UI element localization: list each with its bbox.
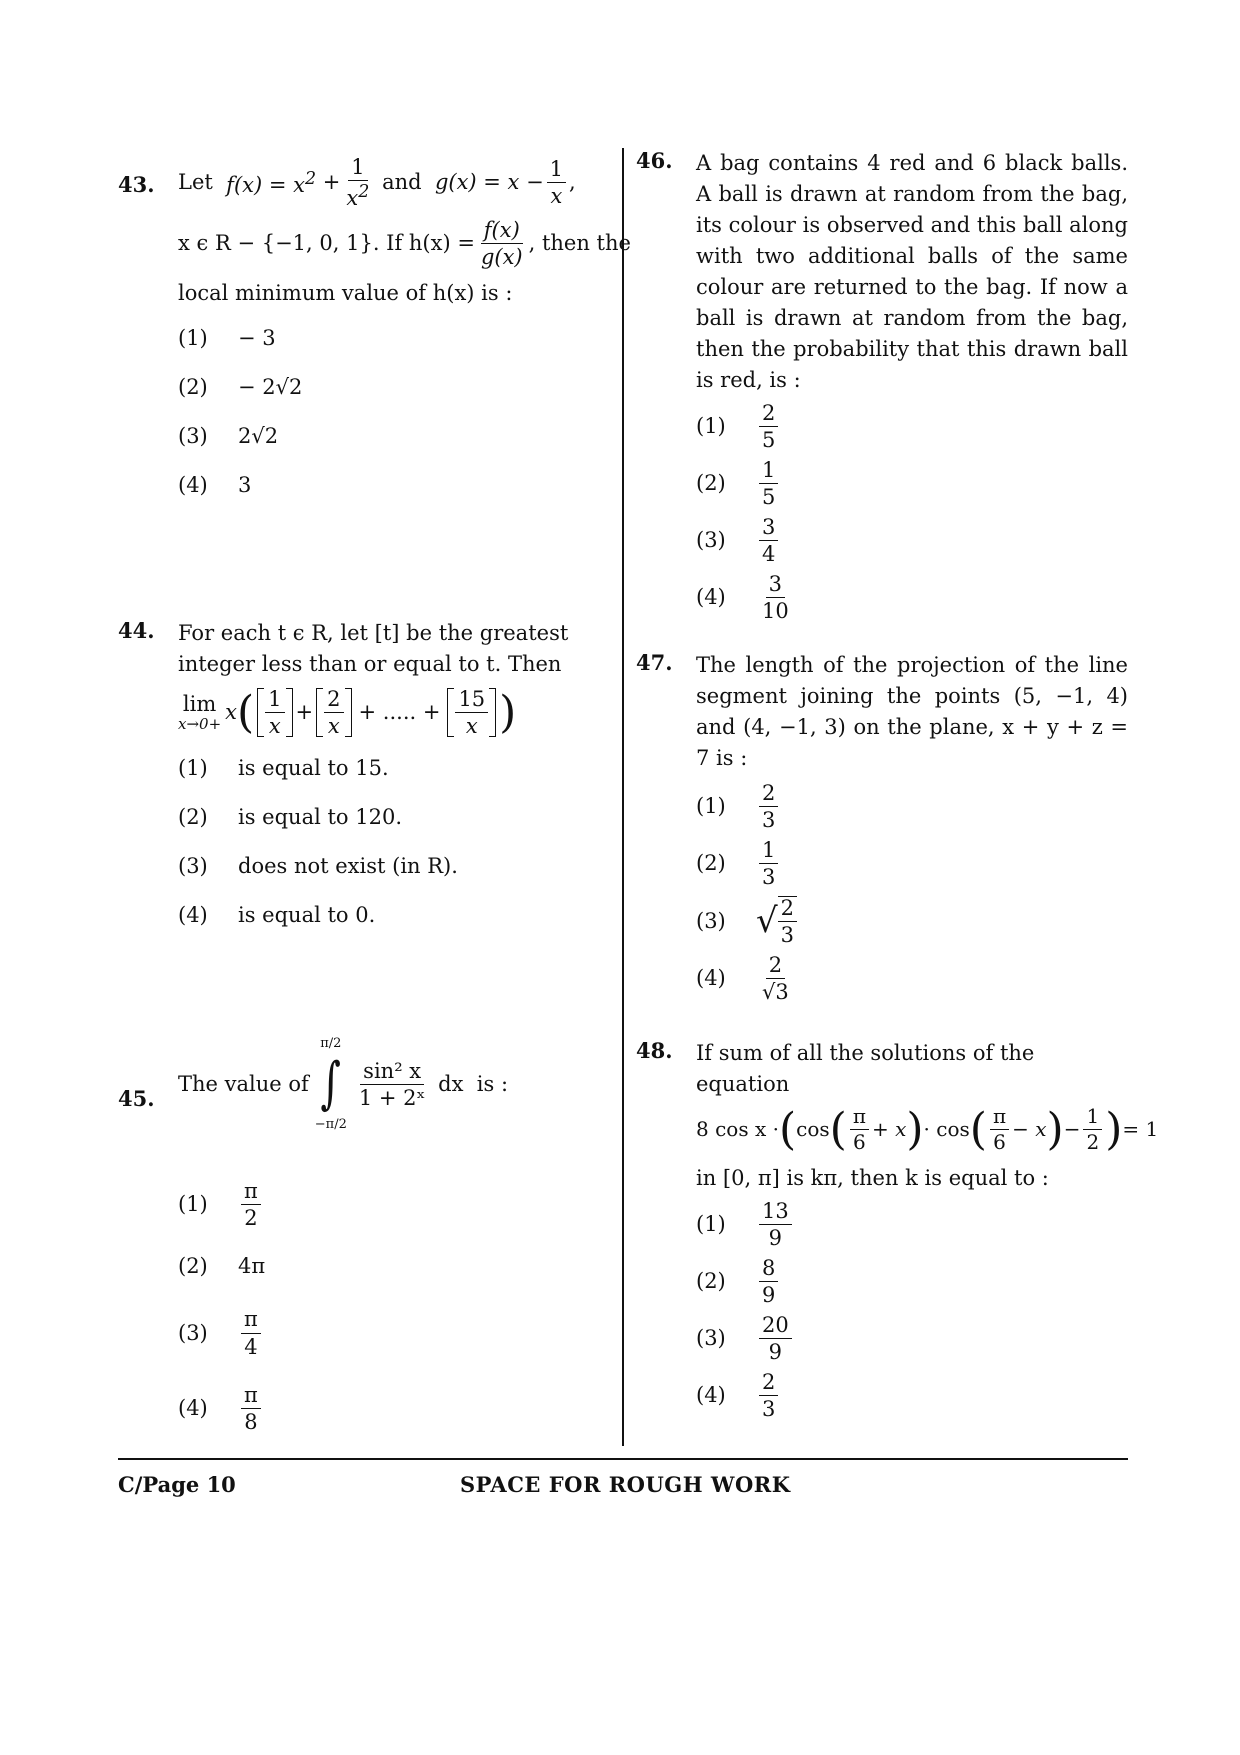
q45-text: The value of [178, 1071, 309, 1096]
minus-sign: − [1063, 1117, 1081, 1141]
close-paren: ) [906, 1103, 924, 1155]
g-definition: g(x) = x − [434, 170, 544, 195]
option-number: (1) [696, 414, 726, 439]
option-number: (4) [696, 1383, 726, 1408]
question-number: 45. [118, 1086, 155, 1111]
option-value: $\frac{2}{√3}$ [762, 953, 789, 1005]
definite-integral [315, 1028, 347, 1140]
q46-text: A bag contains 4 red and 6 black balls. A ball is drawn at random from the bag, its colour is observed and this ball along with two additional balls of the same colour are returned to the bag. If now a ball is drawn at random from the bag, then the probability that this drawn ball is red, is : [696, 151, 1128, 392]
option-number: (2) [696, 471, 726, 496]
integral-icon: ∫ [320, 1051, 342, 1116]
dx: dx [438, 1071, 464, 1096]
option[interactable] [178, 851, 618, 882]
then-text: , then the [528, 231, 631, 256]
option-value: $\frac{2}{3}$ [759, 1371, 778, 1420]
option[interactable] [178, 1180, 618, 1229]
q43-line-2 [178, 218, 631, 270]
pi-over-6: $\frac{\pi}{6}$ [850, 1106, 869, 1153]
question-number: 48. [636, 1038, 673, 1063]
option[interactable] [696, 782, 1128, 831]
option[interactable] [178, 421, 618, 452]
option[interactable] [696, 1200, 1128, 1249]
q47-text: The length of the projection of the line segment joining the points (5, −1, 4) and (4, −1, 3) on the plane, x + y + z = 7 is : [696, 653, 1128, 770]
option[interactable] [696, 459, 1128, 508]
q48-equation [696, 1103, 1159, 1155]
option[interactable] [178, 1251, 618, 1282]
option[interactable] [696, 1257, 1128, 1306]
q45-expression [178, 1028, 618, 1140]
option[interactable] [178, 470, 618, 501]
comma: , [569, 170, 576, 195]
option-value: $\frac{20}{9}$ [759, 1314, 792, 1363]
option-number: (4) [696, 966, 726, 991]
open-paren: ( [778, 1103, 797, 1155]
option-value: is equal to 0. [238, 903, 376, 928]
question-number: 43. [118, 172, 155, 197]
question-48 [636, 1038, 1159, 1438]
option[interactable] [696, 1314, 1128, 1363]
option[interactable] [696, 954, 1128, 1003]
question-44 [118, 618, 618, 949]
floor-15-over-x: $\frac{15}{x}$ [447, 688, 496, 737]
option[interactable] [696, 1371, 1128, 1420]
q48-text-1: If sum of all the solutions of the equation [696, 1041, 1035, 1096]
option-value: is equal to 120. [238, 805, 402, 830]
close-paren: ) [1105, 1103, 1123, 1155]
cos-text: cos [796, 1117, 830, 1141]
open-paren: ( [969, 1103, 987, 1155]
option-number: (4) [178, 1395, 208, 1420]
option-value: 2√2 [238, 424, 279, 449]
option-number: (4) [178, 903, 208, 928]
question-number: 44. [118, 618, 155, 643]
option[interactable] [178, 1384, 618, 1433]
option-value: $\frac{1}{5}$ [759, 459, 778, 508]
question-46 [636, 148, 1128, 630]
option-value: − 2√2 [238, 375, 303, 400]
option[interactable] [696, 402, 1128, 451]
option-value: $\frac{3}{4}$ [759, 516, 778, 565]
option-number: (1) [178, 1192, 208, 1217]
question-45 [118, 1028, 618, 1451]
is-text: is : [476, 1071, 509, 1096]
dot-cos: · cos [923, 1117, 970, 1141]
option-value: $\frac{3}{10}$ [762, 572, 789, 624]
option[interactable] [696, 516, 1128, 565]
option-number: (3) [696, 908, 726, 933]
option[interactable] [178, 753, 618, 784]
option-value: 4π [238, 1254, 266, 1279]
integrand: $\frac{\text{sin² x}}{\text{1 + 2ˣ}}$ [358, 1058, 426, 1110]
pi-over-6: $\frac{\pi}{6}$ [990, 1106, 1009, 1153]
word-let: Let [178, 170, 213, 195]
x-var: x [225, 700, 237, 725]
q43-line-1 [178, 156, 618, 209]
q44-text: For each t ϵ R, let [t] be the greatest integer less than or equal to t. Then [178, 621, 569, 676]
option-number: (2) [178, 805, 208, 830]
option-value: $\frac{\pi}{4}$ [241, 1308, 261, 1357]
option-value: $\frac{2}{5}$ [759, 402, 778, 451]
option[interactable] [696, 839, 1128, 888]
one-half: $\frac{1}{2}$ [1083, 1106, 1102, 1153]
sqrt-icon: √ [756, 900, 778, 941]
option[interactable] [696, 896, 1128, 946]
option-number: (2) [696, 851, 726, 876]
q48-options [696, 1200, 1128, 1420]
eq-prefix: 8 cos x · [696, 1117, 779, 1141]
option-value: $\frac{\pi}{8}$ [241, 1384, 261, 1433]
q47-options [696, 782, 1128, 1003]
option[interactable] [178, 802, 618, 833]
option-number: (4) [178, 473, 208, 498]
option-value: − 3 [238, 326, 276, 351]
column-divider [622, 148, 624, 1446]
option-number: (3) [696, 1326, 726, 1351]
option-value: is equal to 15. [238, 756, 389, 781]
one-over-x-squared: $\frac{1}{x^2}$ [346, 155, 370, 211]
option-value: $\frac{13}{9}$ [759, 1200, 792, 1249]
limit-operator: lim x→0+ [178, 691, 222, 733]
minus-x: − x [1012, 1117, 1047, 1141]
option-number: (3) [696, 528, 726, 553]
domain-text: x ϵ R − {−1, 0, 1}. If h(x) = [178, 231, 475, 256]
option-value: does not exist (in R). [238, 854, 458, 879]
word-and: and [382, 170, 422, 195]
equals-one: = 1 [1122, 1117, 1159, 1141]
f-over-g: $\frac{f(x)}{g(x)}$ [480, 218, 523, 270]
option[interactable] [178, 1308, 618, 1357]
q43-line-3: local minimum value of h(x) is : [178, 281, 513, 306]
question-number: 46. [636, 148, 673, 173]
q43-options [178, 323, 618, 501]
question-number: 47. [636, 650, 673, 675]
q48-text-2: in [0, π] is kπ, then k is equal to : [696, 1166, 1049, 1190]
option[interactable] [178, 323, 618, 354]
q44-limit-expression [178, 688, 618, 737]
option-number: (3) [178, 854, 208, 879]
option-number: (3) [178, 1320, 208, 1345]
option-value: $\frac{2}{3}$ [759, 782, 778, 831]
rough-work-label: SPACE FOR ROUGH WORK [460, 1472, 791, 1497]
option-value: 3 [238, 473, 252, 498]
option-value: $\frac{8}{9}$ [759, 1257, 778, 1306]
question-47 [636, 650, 1128, 1021]
footer-rule [118, 1458, 1128, 1460]
close-paren: ) [499, 686, 517, 738]
q44-options [178, 753, 618, 931]
ellipsis: + ..... + [358, 700, 441, 725]
close-paren: ) [1046, 1103, 1064, 1155]
question-43 [118, 155, 631, 519]
option-number: (4) [696, 585, 726, 610]
open-paren: ( [236, 686, 255, 738]
q45-options [178, 1180, 618, 1432]
lower-limit: −π/2 [314, 1117, 347, 1133]
page-number: C/Page 10 [118, 1472, 236, 1497]
plus-sign: + [295, 700, 314, 725]
open-paren: ( [829, 1103, 847, 1155]
plus-x: + x [871, 1117, 907, 1141]
f-definition: $f(x) = x^2$ [226, 169, 317, 198]
option-value: $\frac{\pi}{2}$ [241, 1180, 261, 1229]
option-number: (1) [178, 756, 208, 781]
option-number: (1) [178, 326, 208, 351]
option-number: (1) [696, 1212, 726, 1237]
floor-2-over-x: $\frac{2}{x}$ [316, 688, 351, 737]
option-value: $\frac{1}{3}$ [759, 839, 778, 888]
option[interactable] [178, 372, 618, 403]
one-over-x: $\frac{1}{x}$ [547, 158, 566, 207]
floor-1-over-x: $\frac{1}{x}$ [257, 688, 292, 737]
option-value: $\frac{2}{3}$ [778, 896, 797, 946]
option[interactable] [178, 900, 618, 931]
option-number: (2) [696, 1269, 726, 1294]
option-number: (3) [178, 424, 208, 449]
option-number: (1) [696, 794, 726, 819]
q46-options [696, 402, 1128, 622]
option-number: (2) [178, 375, 208, 400]
plus-sign: + [322, 170, 341, 195]
upper-limit: π/2 [320, 1036, 342, 1051]
option-number: (2) [178, 1254, 208, 1279]
option[interactable] [696, 573, 1128, 622]
